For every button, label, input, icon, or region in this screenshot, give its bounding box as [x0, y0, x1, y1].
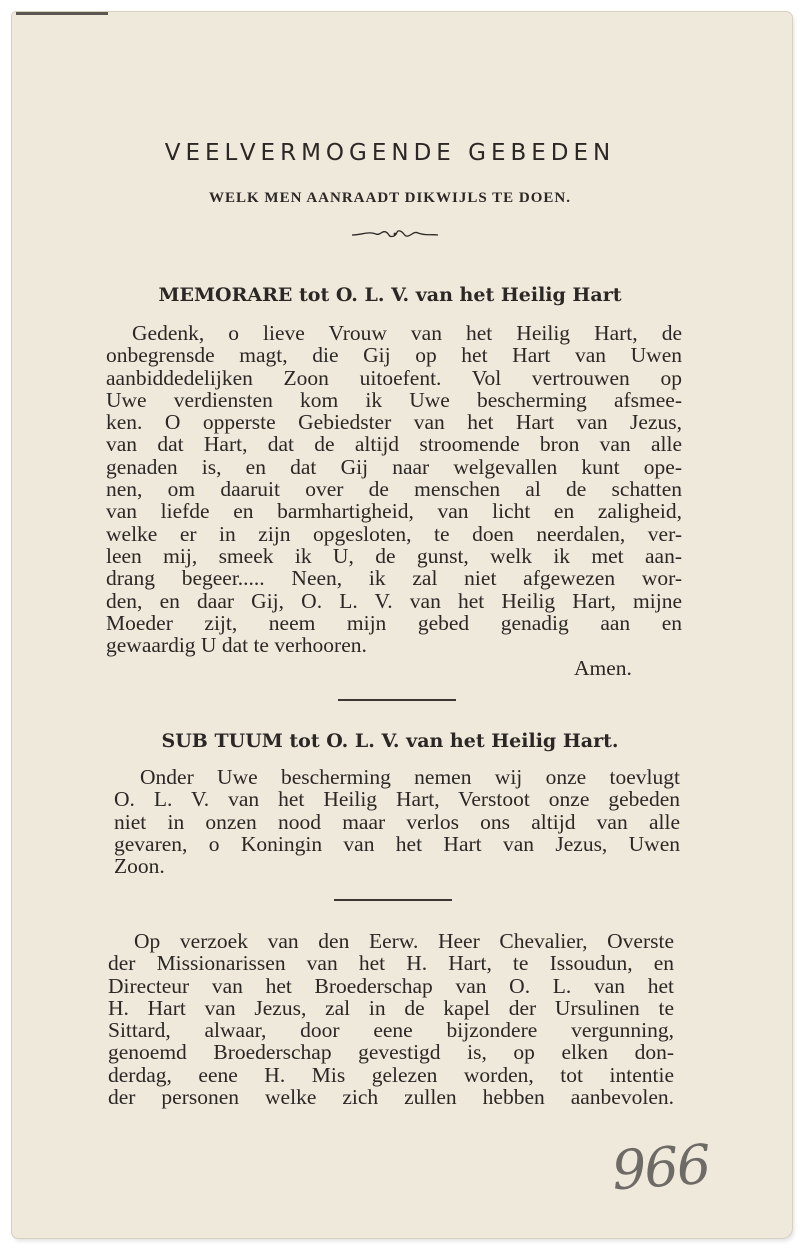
memorare-text — [106, 322, 682, 656]
memorare-line: Uwe verdiensten kom ik Uwe bescherming afsmee- — [106, 387, 682, 412]
memorare-line: den, en daar Gij, O. L. V. van het Heilig Hart, mijne — [106, 588, 682, 613]
edge-mark — [16, 12, 108, 15]
memorare-heading: MEMORARE tot O. L. V. van het Heilig Hart — [158, 284, 622, 306]
memorare-line: nen, om daaruit over de menschen al de schatten — [106, 477, 682, 502]
sub-tuum-text — [114, 766, 680, 877]
page-subtitle: WELK MEN AANRAADT DIKWIJLS TE DOEN. — [208, 190, 571, 206]
notice-line: der personen welke zich zullen hebben aanbevolen. — [108, 1085, 674, 1110]
notice-line: Op verzoek van den Eerw. Heer Chevalier, Overste — [134, 929, 674, 953]
notice-line: Sittard, alwaar, door eene bijzondere vergunning, — [108, 1018, 674, 1043]
memorare-line: ken. O opperste Gebiedster van het Hart van Jezus, — [106, 410, 682, 435]
notice-line: der Missionarissen van het H. Hart, te Issoudun, en — [108, 951, 674, 976]
memorare-line: van dat Hart, dat de altijd stroomende bron van alle — [106, 432, 682, 457]
memorare-line: Gedenk, o lieve Vrouw van het Heilig Hart, de — [132, 321, 682, 345]
sub-tuum-line: gevaren, o Koningin van het Hart van Jezus, Uwen — [114, 831, 680, 856]
section-divider — [338, 699, 456, 701]
page-title: VEELVERMOGENDE GEBEDEN — [164, 140, 616, 166]
sub-tuum-line: Onder Uwe bescherming nemen wij onze toevlugt — [140, 765, 680, 789]
notice-text — [108, 930, 674, 1108]
memorare-line: onbegrensde magt, die Gij op het Hart van Uwen — [106, 343, 682, 368]
notice-line: genoemd Broederschap gevestigd is, op elken don- — [108, 1040, 674, 1065]
memorare-line: van liefde en barmhartigheid, van licht en zaligheid, — [106, 499, 682, 524]
memorare-line: welke er in zijn opgesloten, te doen neerdalen, ver- — [106, 521, 682, 546]
handwritten-number: 966 — [609, 1132, 712, 1203]
memorare-line: Moeder zijt, neem mijn gebed genadig aan en — [106, 610, 682, 635]
notice-line: H. Hart van Jezus, zal in de kapel der Ursulinen te — [108, 995, 674, 1020]
memorare-line: genaden is, en dat Gij naar welgevallen kunt ope- — [106, 454, 682, 479]
notice-line: derdag, eene H. Mis gelezen worden, tot intentie — [108, 1062, 674, 1087]
memorare-line: aanbiddedelijken Zoon uitoefent. Vol vertrouwen op — [106, 365, 682, 390]
amen-text: Amen. — [574, 656, 632, 680]
sub-tuum-line: O. L. V. van het Heilig Hart, Verstoot onze gebeden — [114, 787, 680, 812]
section-divider — [334, 899, 452, 901]
sub-tuum-line: Zoon. — [114, 854, 165, 879]
memorare-line: gewaardig U dat te verhooren. — [106, 633, 367, 658]
ornament-flourish — [350, 226, 440, 242]
sub-tuum-heading: SUB TUUM tot O. L. V. van het Heilig Hart. — [161, 730, 619, 752]
memorare-line: drang begeer..... Neen, ik zal niet afgewezen wor- — [106, 566, 682, 591]
sub-tuum-line: niet in onzen nood maar verlos ons altijd van alle — [114, 809, 680, 834]
notice-line: Directeur van het Broederschap van O. L. van het — [108, 973, 674, 998]
memorare-line: leen mij, smeek ik U, de gunst, welk ik met aan- — [106, 543, 682, 568]
